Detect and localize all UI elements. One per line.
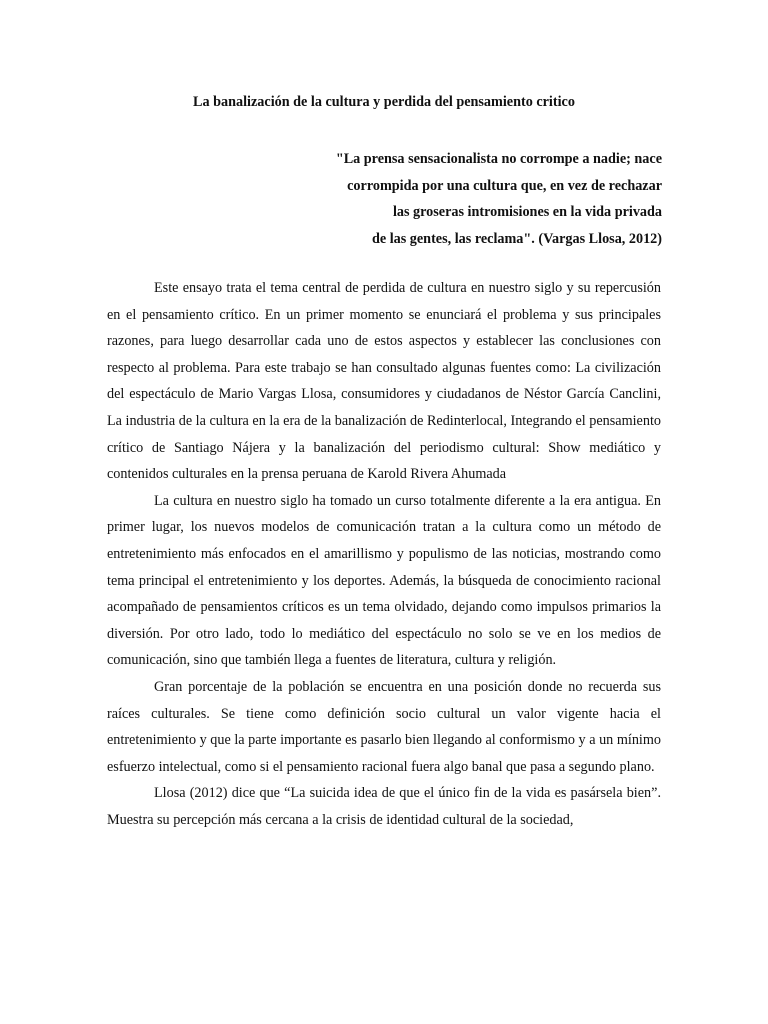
paragraph: Este ensayo trata el tema central de perdida de cultura en nuestro siglo y su repercusión en el pensamiento crítico. En un primer momento se enunciará el problema y sus principales razones, para luego desarrollar cada uno de estos aspectos y establecer las conclusiones con respecto al problema. Para este trabajo se han consultado algunas fuentes como: La civilización del espectáculo de Mario Vargas Llosa, consumidores y ciudadanos de Néstor García Canclini, La industria de la cultura en la era de la banalización de Redinterlocal, Integrando el pensamiento crítico de Santiago Nájera y la banalización del periodismo cultural: Show mediático y contenidos culturales en la prensa peruana de Karold Rivera Ahumada (107, 280, 661, 483)
epigraph-line: de las gentes, las reclama". (Vargas Llosa, 2012) (371, 230, 662, 247)
paragraph: La cultura en nuestro siglo ha tomado un curso totalmente diferente a la era antigua. En primer lugar, los nuevos modelos de comunicación tratan a la cultura como un método de entretenimiento más enfocados en el amarillismo y populismo de las noticias, mostrando como tema principal el entretenimiento y los deportes. Además, la búsqueda de conocimiento racional acompañado de pensamientos críticos es un tema olvidado, dejando como impulsos primarios la diversión. Por otro lado, todo lo mediático del espectáculo no solo se ve en los medios de comunicación, sino que también llega a fuentes de literatura, cultura y religión. (107, 492, 661, 669)
epigraph-line: las groseras intromisiones en la vida privada (392, 204, 662, 220)
paragraph: Llosa (2012) dice que “La suicida idea de que el único fin de la vida es pasársela bien”. Muestra su percepción más cercana a la crisis de identidad cultural de la sociedad, (107, 785, 661, 828)
document-title: La banalización de la cultura y perdida del pensamiento critico (193, 94, 575, 110)
epigraph-line: "La prensa sensacionalista no corrompe a nadie; nace (335, 151, 662, 167)
epigraph-line: corrompida por una cultura que, en vez de rechazar (347, 177, 662, 194)
body-text (107, 275, 661, 833)
paragraph: Gran porcentaje de la población se encuentra en una posición donde no recuerda sus raíces culturales. Se tiene como definición socio cultural un valor vigente hacia el entretenimiento y que la parte importante es pasarlo bien llegando al conformismo y a un mínimo esfuerzo intelectual, como si el pensamiento racional fuera algo banal que pasa a segundo plano. (107, 678, 661, 775)
epigraph-quote (336, 146, 662, 252)
